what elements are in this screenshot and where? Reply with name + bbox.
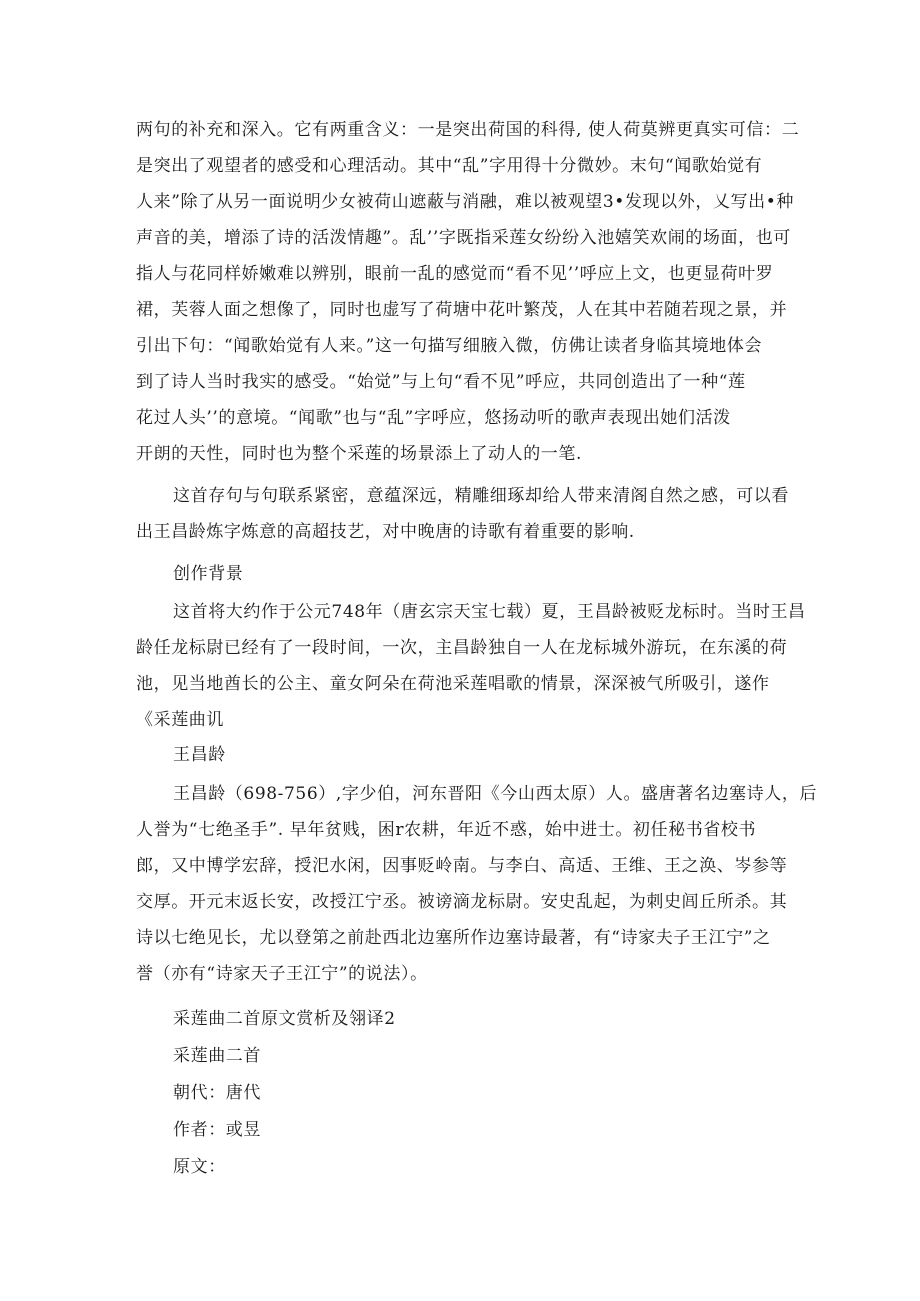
text-line: 交厚。开元末返长安，改授江宁丞。被谤滴龙标尉。安史乱起，为刺史闾丘所杀。其 bbox=[136, 892, 788, 912]
original-label-text: 原文： bbox=[173, 1157, 226, 1177]
text-line: 两句的补充和深入。它有两重含义：一是突出荷国的科得, 使人荷莫辨更真实可信：二 bbox=[136, 120, 800, 140]
text-line: 人誉为“七绝圣手”. 早年贫贱，困r农耕，年近不惑，始中进士。初任秘书省校书 bbox=[136, 820, 757, 840]
text-line: 是突出了观望者的感受和心理活动。其中“乱”字用得十分微妙。末句“闻歌始觉有 bbox=[136, 156, 763, 176]
paragraph-summary bbox=[136, 478, 789, 550]
text-line: 这首存句与句联系紧密，意蕴深远，精雕细琢却给人带来清阁自然之感，可以看 bbox=[173, 486, 789, 506]
text-line: 指人与花同样娇嫩难以辨别，眼前一乱的感觉而“看不见’’呼应上文，也更显荷叶罗 bbox=[136, 264, 774, 284]
text-line: 引出下句：“闻歌始觉有人来。”这一句描写细腋入微，仿佛让读者身临其境地体会 bbox=[136, 336, 763, 356]
paragraph-author-bio bbox=[136, 776, 818, 992]
text-line: 出王昌龄炼字炼意的高超技艺，对中晚唐的诗歌有着重要的影响. bbox=[136, 522, 635, 542]
paragraph-analysis bbox=[136, 112, 800, 472]
section-heading: 创作背景 bbox=[173, 564, 244, 584]
text-line: 开朗的天性，同时也为整个采莲的场景添上了动人的一笔. bbox=[136, 444, 583, 464]
poem-title bbox=[136, 1038, 776, 1074]
section-heading-background bbox=[136, 556, 776, 592]
text-line: 王昌龄（698-756）,字少伯，河东晋阳《今山西太原）人。盛唐著名边塞诗人，后 bbox=[173, 784, 818, 804]
section-heading: 王昌龄 bbox=[173, 745, 226, 765]
text-line: 人来”除了从另一面说明少女被荷山遮蔽与消融，难以被观望3•发现以外，乂写出•种 bbox=[136, 192, 794, 212]
text-line: 花过人头’’的意境。“闻歌”也与“乱”字呼应，悠扬动听的歌声表现出她们活泼 bbox=[136, 408, 731, 428]
dynasty-text: 朝代：唐代 bbox=[173, 1083, 261, 1103]
section-title bbox=[136, 1001, 776, 1037]
paragraph-background bbox=[136, 594, 806, 738]
text-line: 裙，芙蓉人面之想像了，同时也虚写了荷塘中花叶繁茂，人在其中若随若现之景，并 bbox=[136, 300, 788, 320]
poem-title-text: 采莲曲二首 bbox=[173, 1046, 261, 1066]
section-heading-author bbox=[136, 737, 776, 773]
text-line: 誉（亦有“诗家天子王江宁”的说法）。 bbox=[136, 964, 428, 984]
poem-dynasty bbox=[136, 1075, 776, 1111]
poem-original-label bbox=[136, 1149, 776, 1185]
text-line: 声音的美，增添了诗的活泼情趣”。乱’’字既指采莲女纷纷入池嬉笑欢闹的场面，也可 bbox=[136, 228, 791, 248]
text-line: 池，见当地酋长的公主、童女阿朵在荷池采莲唱歌的情景，深深被气所吸引，遂作 bbox=[136, 674, 770, 694]
author-text: 作者：或昱 bbox=[173, 1120, 261, 1140]
text-line: 龄任龙标尉已经有了一段时间，一次，主昌龄独自一人在龙标城外游玩，在东溪的荷 bbox=[136, 638, 788, 658]
section-title-text: 采莲曲二首原文赏析及翎译2 bbox=[173, 1009, 396, 1029]
text-line: 这首将大约作于公元748年（唐玄宗天宝七载）夏，王昌龄被贬龙标时。当时王昌 bbox=[173, 602, 806, 622]
poem-author bbox=[136, 1112, 776, 1148]
text-line: 诗以七绝见长，尤以登第之前赴西北边塞所作边塞诗最著，有“诗家夫子王江宁”之 bbox=[136, 928, 771, 948]
text-line: 《采莲曲讥 bbox=[136, 710, 224, 730]
text-line: 郎，又中博学宏辞，授汜水闲，因事贬岭南。与李白、高适、王维、王之涣、岑参等 bbox=[136, 856, 788, 876]
text-line: 到了诗人当时我实的感受。“始觉”与上句“看不见”呼应，共同创造出了一种“莲 bbox=[136, 372, 746, 392]
